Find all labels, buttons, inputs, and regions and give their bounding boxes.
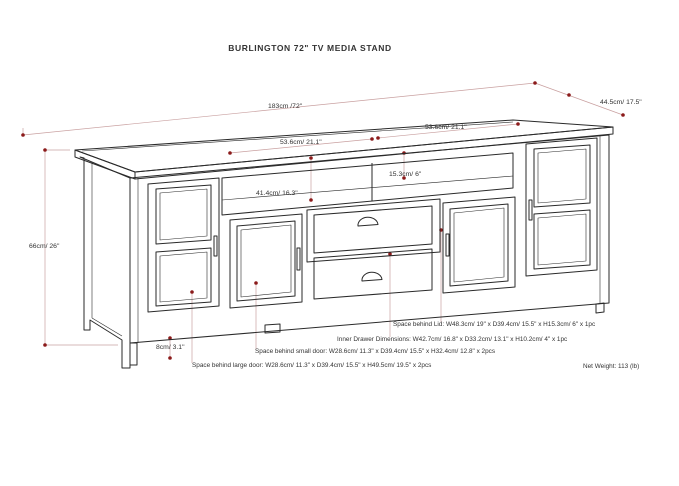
depth-label: 44.5cm/ 17.5": [600, 99, 642, 106]
left-front-leg: [130, 343, 137, 365]
right-opening-height-label: 15.3cm/ 6": [389, 171, 422, 178]
height-label: 66cm/ 26": [29, 243, 60, 250]
right-front-leg: [596, 303, 604, 313]
right-small-door-handle: [446, 234, 449, 256]
lower-drawer-pull: [362, 272, 382, 281]
right-door-handle: [529, 200, 532, 220]
upper-drawer-pull: [358, 217, 378, 226]
leg-height-label: 8cm/ 3.1": [156, 344, 185, 351]
space-behind-lid-note: Space behind Lid: W48.3cm/ 19" x D39.4cm/ 15.5" x H15.3cm/ 6" x 1pc: [393, 321, 596, 328]
left-side-panel: [80, 157, 130, 368]
product-title: BURLINGTON 72" TV MEDIA STAND: [228, 43, 392, 53]
drawer-frame: [307, 199, 440, 262]
left-door-handle: [214, 236, 217, 256]
lower-drawer: [314, 249, 432, 299]
left-opening-width-label: 53.6cm/ 21.1": [280, 139, 322, 146]
open-shelf: [222, 153, 513, 215]
left-opening-height-label: 41.4cm/ 16.3": [256, 190, 298, 197]
left-small-door-handle: [297, 248, 300, 270]
width-label: 183cm /72": [268, 103, 303, 110]
net-weight-label: Net Weight: 113 (lb): [583, 363, 640, 370]
inner-drawer-note: Inner Drawer Dimensions: W42.7cm/ 16.8" x D33.2cm/ 13.1" x H10.2cm/ 4" x 1pc: [337, 336, 568, 343]
tv-stand-lineart: [75, 120, 613, 368]
small-door-note: Space behind small door: W28.6cm/ 11.3" x D39.4cm/ 15.5" x H32.4cm/ 12.8" x 2pcs: [255, 348, 496, 355]
large-door-note: Space behind large door: W28.6cm/ 11.3" x D39.4cm/ 15.5" x H49.5cm/ 19.5" x 2pcs: [192, 362, 432, 369]
right-opening-width-label: 53.6cm/ 21.1": [425, 124, 467, 131]
left-large-door: [148, 178, 219, 312]
upper-drawer: [314, 206, 432, 253]
